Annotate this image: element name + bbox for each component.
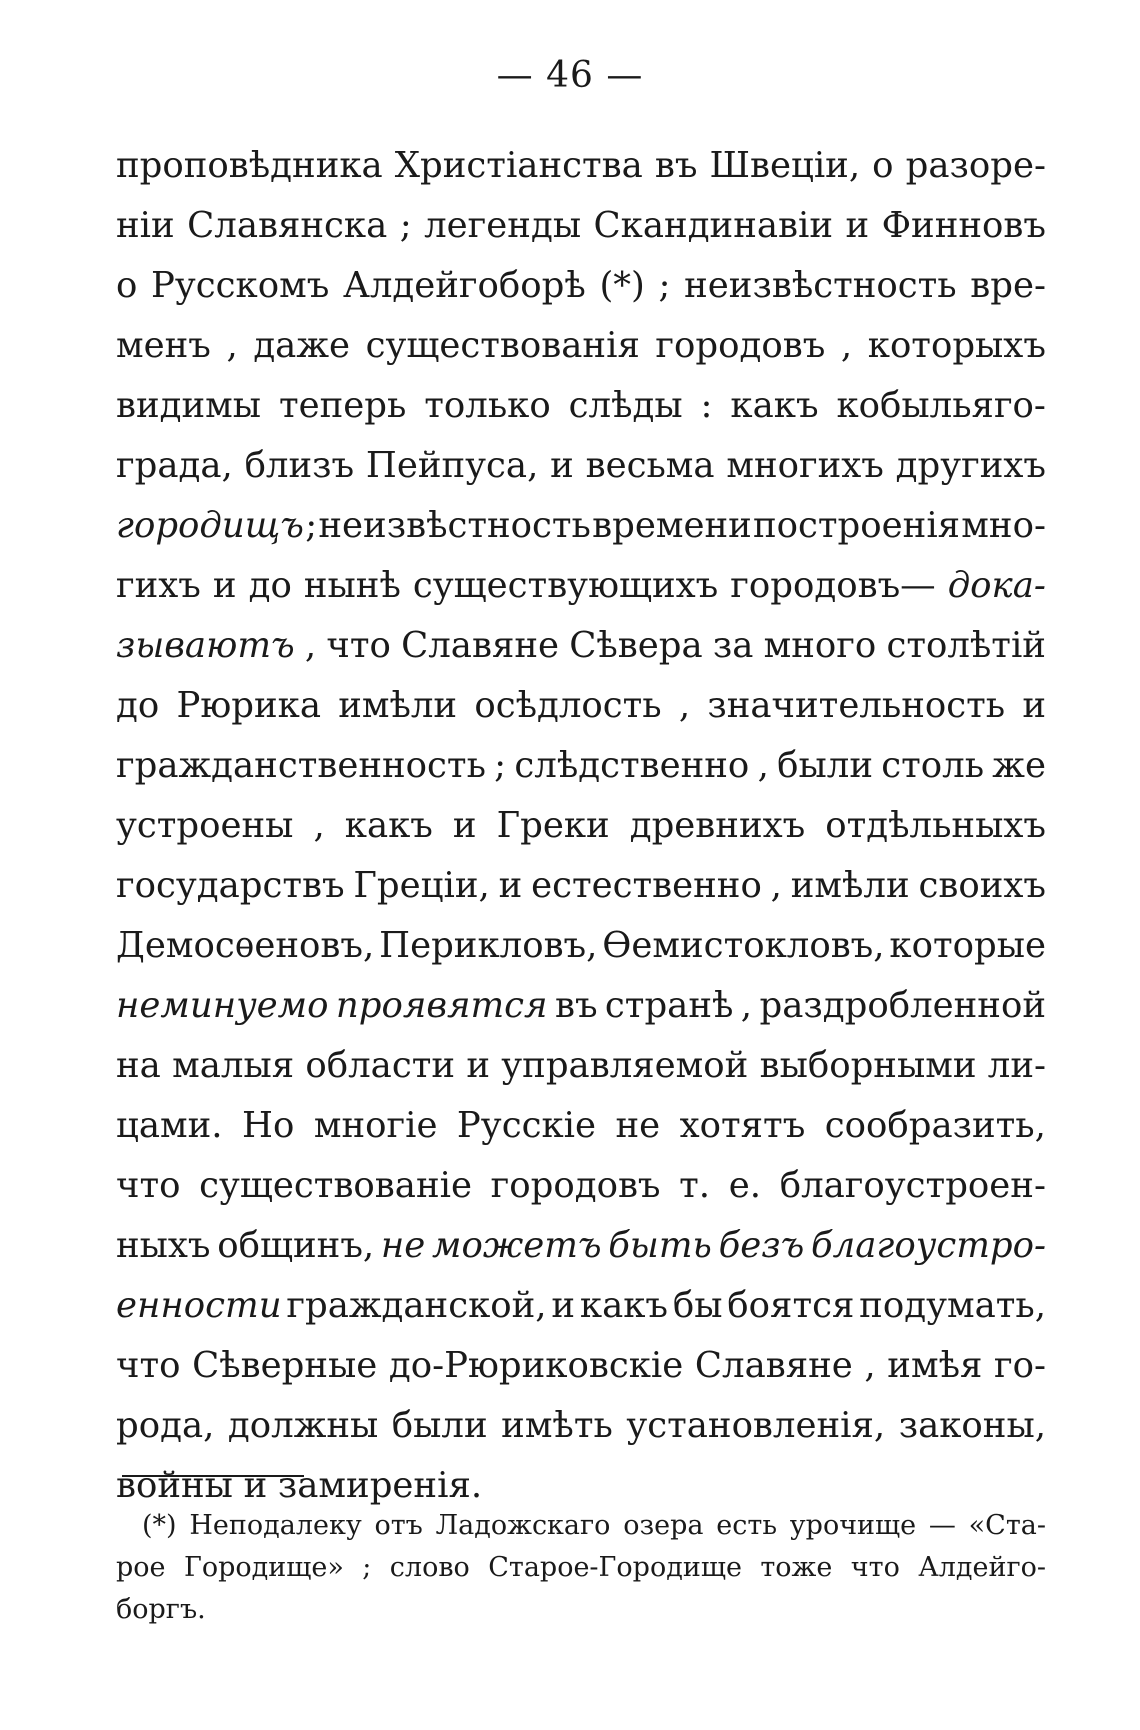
word: малыя (172, 1045, 295, 1086)
text-line (116, 1216, 1046, 1276)
footnote-divider (122, 1475, 304, 1477)
footnote-word: ; (362, 1552, 372, 1583)
word: боятся (727, 1285, 855, 1326)
word: Славяне (694, 1345, 853, 1386)
word: и (845, 205, 870, 246)
word: Славянска (187, 205, 388, 246)
word: града, (116, 445, 233, 486)
word: столь (881, 745, 985, 786)
word: менъ (116, 325, 211, 366)
word: существованія (365, 325, 640, 366)
footnote-word: Алдейго- (918, 1552, 1046, 1583)
word: , (864, 1345, 876, 1386)
text-line (116, 1276, 1046, 1336)
word: цами. (116, 1105, 223, 1146)
text-line (116, 676, 1046, 736)
word: значительность (707, 685, 1006, 726)
word: слѣдственно (514, 745, 750, 786)
word: городовъ (490, 1165, 661, 1206)
footnote-word: (*) (142, 1510, 177, 1541)
word: и (243, 1465, 268, 1506)
word: Скандинавіи (593, 205, 834, 246)
word: имѣли (790, 865, 910, 906)
italic-word: енности (116, 1285, 282, 1326)
italic-word: городищъ (116, 505, 304, 546)
word: гражданской, (286, 1285, 547, 1326)
word: имѣть (501, 1405, 613, 1446)
footnote-word: — (928, 1510, 956, 1541)
footnote-line (116, 1505, 1046, 1547)
word: какъ (730, 385, 819, 426)
word: Сѣвера (569, 625, 703, 666)
word: подумать, (859, 1285, 1046, 1326)
word: разоре- (905, 145, 1046, 186)
italic-word: быть (608, 1225, 712, 1266)
footnote-word: Неподалеку (189, 1510, 362, 1541)
italic-word: благоустро- (810, 1225, 1046, 1266)
word: много (763, 625, 877, 666)
word: о (872, 145, 894, 186)
word: древнихъ (629, 805, 806, 846)
italic-word: безъ (718, 1225, 805, 1266)
word: го- (993, 1345, 1046, 1386)
word: Перикловъ, (379, 925, 598, 966)
italic-word: зываютъ (116, 625, 295, 666)
text-line (116, 976, 1046, 1036)
word: мно- (961, 505, 1046, 546)
word: городовъ— (730, 565, 936, 606)
word: существующихъ (412, 565, 719, 606)
word: , (740, 985, 753, 1026)
word: (*) (599, 265, 645, 306)
word: и (212, 565, 237, 606)
word: существованіе (199, 1165, 472, 1206)
word: т. (679, 1165, 711, 1206)
word: были (391, 1405, 488, 1446)
text-line (116, 556, 1046, 616)
italic-word: проявятся (335, 985, 548, 1026)
italic-word: дока- (947, 565, 1046, 606)
text-line (116, 1336, 1046, 1396)
word: другихъ (895, 445, 1046, 486)
word: что (116, 1345, 181, 1386)
word: и (551, 1285, 576, 1326)
word: даже (253, 325, 351, 366)
word: благоустроен- (779, 1165, 1046, 1206)
word: раздробленной (759, 985, 1046, 1026)
word: управляемой (501, 1045, 749, 1086)
word: Демосѳеновъ, (116, 925, 375, 966)
word: и (498, 865, 523, 906)
word: многихъ (726, 445, 884, 486)
word: Швеціи, (709, 145, 861, 186)
word: должны (227, 1405, 379, 1446)
word: , (678, 685, 691, 726)
footnote-line (116, 1547, 1046, 1589)
footnote-word: Ладожскаго (435, 1510, 611, 1541)
word: за (712, 625, 754, 666)
word: естественно (531, 865, 762, 906)
word: войны (116, 1465, 233, 1506)
word: гражданственность (116, 745, 486, 786)
word: и (550, 445, 574, 486)
word: что (326, 625, 391, 666)
word: законы, (898, 1405, 1046, 1446)
italic-word: не (380, 1225, 426, 1266)
text-line (116, 796, 1046, 856)
word: и (1022, 685, 1046, 726)
word: ; (658, 265, 671, 306)
word: области (305, 1045, 456, 1086)
word: ; (494, 745, 507, 786)
word: осѣдлость (474, 685, 662, 726)
text-line (116, 436, 1046, 496)
word: проповѣдника (116, 145, 383, 186)
word: Греки (496, 805, 610, 846)
word: Пейпуса, (365, 445, 539, 486)
word: легенды (424, 205, 582, 246)
word: Русскомъ (151, 265, 330, 306)
word: , (840, 325, 853, 366)
word: вре- (970, 265, 1046, 306)
text-line (116, 256, 1046, 316)
word: странѣ (604, 985, 734, 1026)
word: что (116, 1165, 181, 1206)
word: ; (305, 505, 318, 546)
word: до (116, 685, 160, 726)
footnote-word: «Ста- (968, 1510, 1046, 1541)
word: бы (672, 1285, 723, 1326)
word: ; (399, 205, 412, 246)
word: Русскіе (456, 1105, 597, 1146)
word: е. (728, 1165, 762, 1206)
footnote-word: боргъ. (116, 1594, 206, 1625)
word: имѣя (887, 1345, 983, 1386)
text-line (116, 736, 1046, 796)
word: , (757, 745, 769, 786)
word: Сѣверные (192, 1345, 378, 1386)
word: Финновъ (881, 205, 1046, 246)
word: , (313, 805, 325, 846)
word: теперь (278, 385, 407, 426)
word: отдѣльныхъ (825, 805, 1046, 846)
footnote-word: Городище» (183, 1552, 344, 1583)
text-line (116, 1156, 1046, 1216)
word: ніи (116, 205, 175, 246)
text-line (116, 1396, 1046, 1456)
text-line (116, 136, 1046, 196)
word: государствъ (116, 865, 345, 906)
word: близъ (244, 445, 355, 486)
word: , (770, 865, 782, 906)
word: Но (242, 1105, 295, 1146)
word: построенія (753, 505, 961, 546)
word: Ѳемистокловъ, (602, 925, 885, 966)
footnote-word: тоже (760, 1552, 833, 1583)
word: и (452, 805, 477, 846)
word: общинъ, (217, 1225, 375, 1266)
word: , (226, 325, 238, 366)
word: Христіанства (394, 145, 643, 186)
word: въ (554, 985, 598, 1026)
main-text (116, 136, 1046, 1516)
word: столѣтій (886, 625, 1046, 666)
word: не (615, 1105, 661, 1146)
word: которые (889, 925, 1046, 966)
footnote-word: слово (389, 1552, 470, 1583)
word: какъ (344, 805, 433, 846)
word: же (992, 745, 1046, 786)
footnote-word: что (850, 1552, 900, 1583)
word: въ (654, 145, 698, 186)
word: : (700, 385, 713, 426)
text-line (116, 316, 1046, 376)
word: замиренія. (277, 1465, 483, 1506)
word: времени (592, 505, 752, 546)
word: весьма (585, 445, 715, 486)
word: городовъ (655, 325, 826, 366)
word: ныхъ (116, 1225, 211, 1266)
word: кобыльяго- (836, 385, 1046, 426)
text-line (116, 856, 1046, 916)
text-line (116, 496, 1046, 556)
word: которыхъ (867, 325, 1046, 366)
footnote-word: озера (623, 1510, 704, 1541)
word: до (248, 565, 292, 606)
word: какъ (579, 1285, 669, 1326)
word: на (116, 1045, 161, 1086)
footnote (116, 1505, 1046, 1631)
word: устроены (116, 805, 294, 846)
word: неизвѣстность (318, 505, 591, 546)
word: установленія, (626, 1405, 886, 1446)
word: выборными (759, 1045, 977, 1086)
word: сообразить, (824, 1105, 1046, 1146)
footnote-word: рое (116, 1552, 166, 1583)
word: нынѣ (303, 565, 401, 606)
italic-word: неминуемо (116, 985, 329, 1026)
text-line (116, 1096, 1046, 1156)
word: , (304, 625, 317, 666)
word: хотятъ (679, 1105, 806, 1146)
word: до-Рюриковскіе (388, 1345, 684, 1386)
word: Славяне (401, 625, 560, 666)
page-number: — 46 — (496, 55, 644, 96)
text-line (116, 616, 1046, 676)
word: о (116, 265, 138, 306)
word: неизвѣстность (684, 265, 957, 306)
footnote-word: есть (716, 1510, 778, 1541)
footnote-line (116, 1589, 1046, 1631)
word: имѣли (338, 685, 458, 726)
word: слѣды (568, 385, 683, 426)
text-line (116, 1036, 1046, 1096)
footnote-word: отъ (374, 1510, 423, 1541)
word: Рюрика (176, 685, 321, 726)
text-line (116, 376, 1046, 436)
footnote-word: Старое-Городище (488, 1552, 742, 1583)
word: были (777, 745, 873, 786)
word: гихъ (116, 565, 201, 606)
text-line (116, 196, 1046, 256)
word: многіе (313, 1105, 438, 1146)
word: и (466, 1045, 490, 1086)
word: видимы (116, 385, 262, 426)
word: своихъ (918, 865, 1046, 906)
word: только (424, 385, 551, 426)
word: ли- (987, 1045, 1046, 1086)
footnote-word: урочище (789, 1510, 917, 1541)
text-line (116, 916, 1046, 976)
italic-word: можетъ (432, 1225, 602, 1266)
word: рода, (116, 1405, 215, 1446)
word: Греціи, (353, 865, 490, 906)
word: Алдейгоборѣ (342, 265, 586, 306)
